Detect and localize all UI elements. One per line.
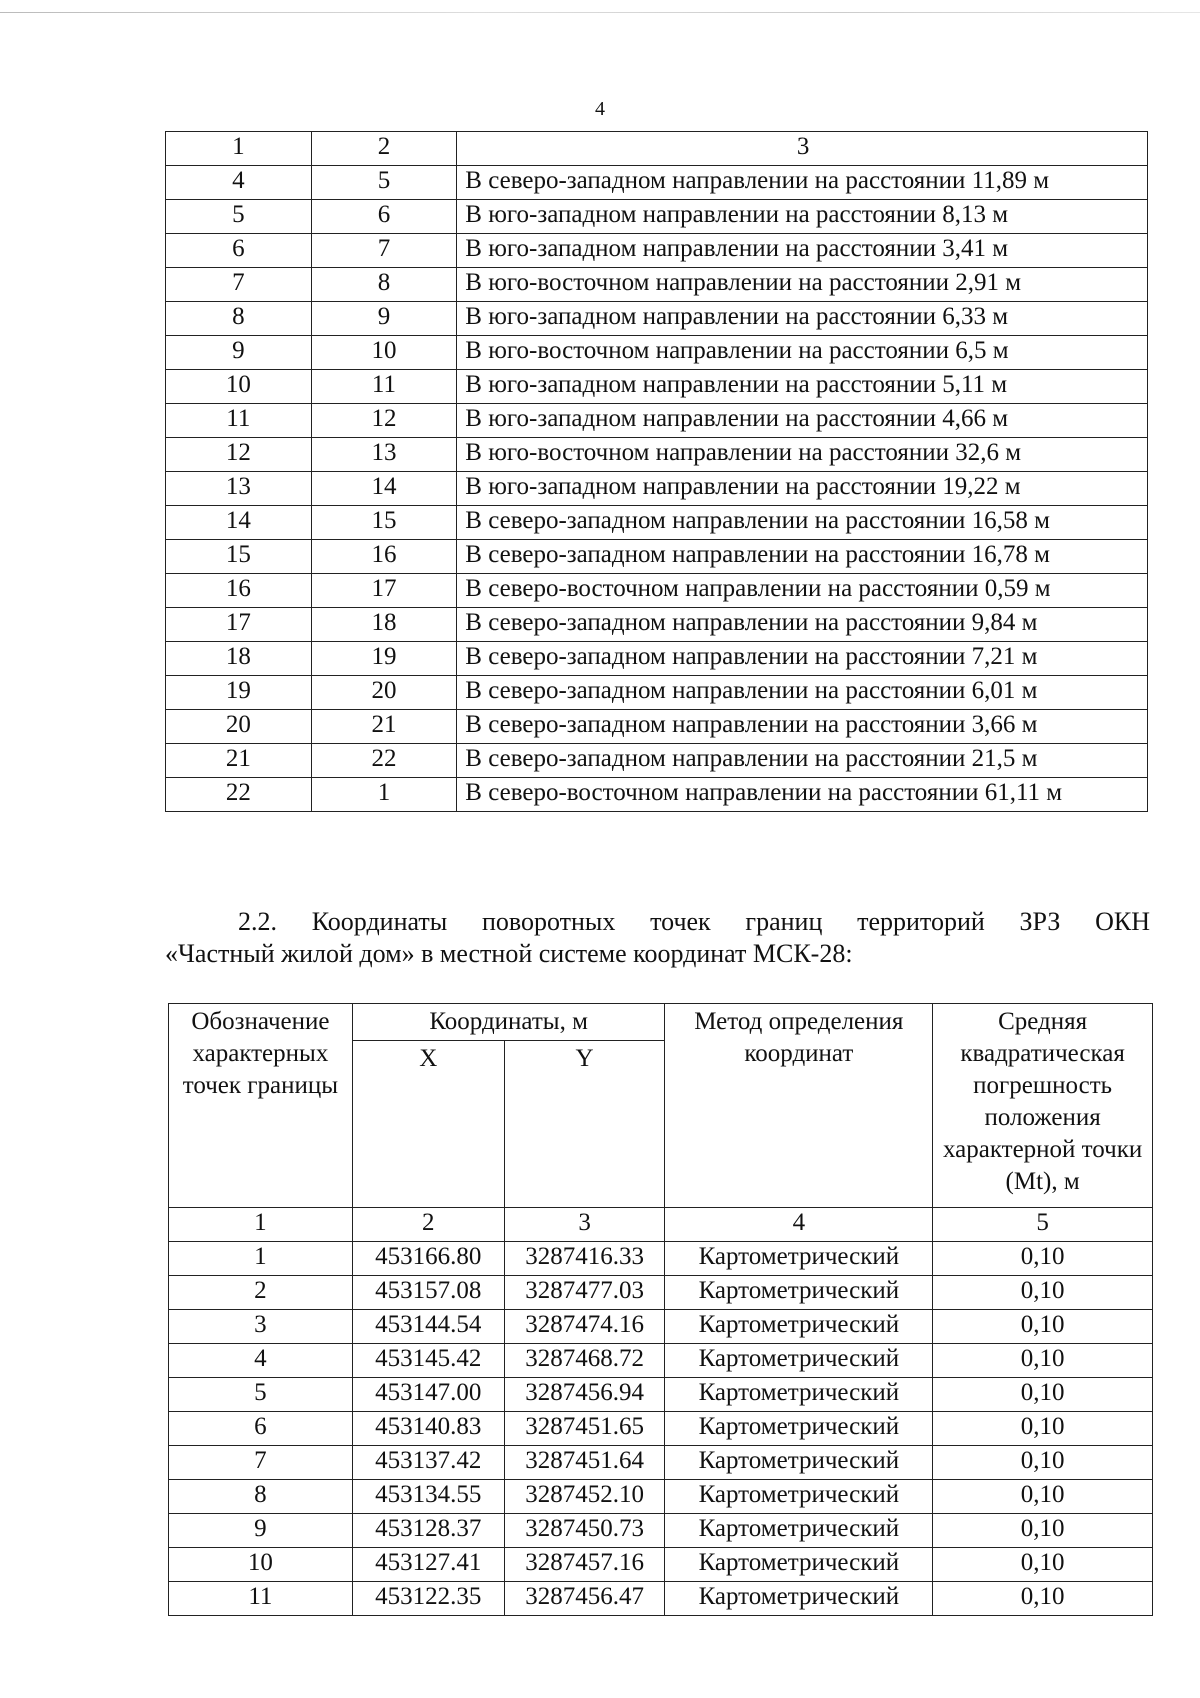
header-method: Метод определения координат (665, 1004, 933, 1208)
point-cell: 7 (169, 1446, 353, 1480)
y-coordinate-cell: 3287477.03 (504, 1276, 665, 1310)
table-row (166, 506, 1148, 540)
table-row (166, 234, 1148, 268)
table-row (169, 1446, 1153, 1480)
boundary-description-table (165, 131, 1148, 812)
table-header-row (169, 1004, 1153, 1041)
error-cell: 0,10 (933, 1378, 1153, 1412)
y-coordinate-cell: 3287468.72 (504, 1344, 665, 1378)
method-cell: Картометрический (665, 1446, 933, 1480)
segment-description-cell: В юго-западном направлении на расстоянии 3,41 м (457, 234, 1148, 268)
segment-to-cell: 19 (311, 642, 457, 676)
method-cell: Картометрический (665, 1344, 933, 1378)
segment-to-cell: 14 (311, 472, 457, 506)
error-cell: 0,10 (933, 1276, 1153, 1310)
error-cell: 0,10 (933, 1582, 1153, 1616)
table-row (166, 778, 1148, 812)
segment-from-cell: 17 (166, 608, 312, 642)
x-coordinate-cell: 453134.55 (352, 1480, 504, 1514)
column-number: 1 (169, 1208, 353, 1242)
header-y: Y (504, 1041, 665, 1208)
x-coordinate-cell: 453127.41 (352, 1548, 504, 1582)
point-cell: 11 (169, 1582, 353, 1616)
table-row (166, 166, 1148, 200)
column-number: 5 (933, 1208, 1153, 1242)
method-cell: Картометрический (665, 1480, 933, 1514)
segment-to-cell: 9 (311, 302, 457, 336)
error-cell: 0,10 (933, 1548, 1153, 1582)
segment-description-cell: В северо-западном направлении на расстоянии 6,01 м (457, 676, 1148, 710)
table-row (166, 370, 1148, 404)
method-cell: Картометрический (665, 1378, 933, 1412)
method-cell: Картометрический (665, 1242, 933, 1276)
segment-to-cell: 20 (311, 676, 457, 710)
segment-description-cell: В северо-восточном направлении на расстоянии 61,11 м (457, 778, 1148, 812)
segment-from-cell: 4 (166, 166, 312, 200)
table-row (169, 1480, 1153, 1514)
header-x: X (352, 1041, 504, 1208)
segment-description-cell: В северо-западном направлении на расстоянии 21,5 м (457, 744, 1148, 778)
table-row (166, 302, 1148, 336)
table-row (166, 676, 1148, 710)
segment-to-cell: 17 (311, 574, 457, 608)
point-cell: 2 (169, 1276, 353, 1310)
segment-description-cell: В северо-западном направлении на расстоянии 7,21 м (457, 642, 1148, 676)
method-cell: Картометрический (665, 1310, 933, 1344)
table-row (169, 1310, 1153, 1344)
segment-description-cell: В северо-западном направлении на расстоянии 11,89 м (457, 166, 1148, 200)
column-number-row (169, 1208, 1153, 1242)
x-coordinate-cell: 453122.35 (352, 1582, 504, 1616)
point-cell: 5 (169, 1378, 353, 1412)
header-point-designation: Обозначение характерных точек границы (169, 1004, 353, 1208)
segment-description-cell: В юго-восточном направлении на расстоянии 2,91 м (457, 268, 1148, 302)
table-row (169, 1514, 1153, 1548)
segment-from-cell: 16 (166, 574, 312, 608)
segment-description-cell: В юго-восточном направлении на расстоянии 6,5 м (457, 336, 1148, 370)
segment-to-cell: 22 (311, 744, 457, 778)
y-coordinate-cell: 3287450.73 (504, 1514, 665, 1548)
section-heading-line: «Частный жилой дом» в местной системе координат МСК-28: (165, 939, 853, 968)
method-cell: Картометрический (665, 1548, 933, 1582)
table-row (166, 574, 1148, 608)
method-cell: Картометрический (665, 1514, 933, 1548)
point-cell: 4 (169, 1344, 353, 1378)
column-number: 3 (504, 1208, 665, 1242)
header-cell: 2 (311, 132, 457, 166)
segment-from-cell: 14 (166, 506, 312, 540)
error-cell: 0,10 (933, 1344, 1153, 1378)
table-row (166, 336, 1148, 370)
x-coordinate-cell: 453137.42 (352, 1446, 504, 1480)
segment-description-cell: В северо-восточном направлении на расстоянии 0,59 м (457, 574, 1148, 608)
x-coordinate-cell: 453157.08 (352, 1276, 504, 1310)
segment-description-cell: В северо-западном направлении на расстоянии 9,84 м (457, 608, 1148, 642)
segment-from-cell: 10 (166, 370, 312, 404)
segment-from-cell: 6 (166, 234, 312, 268)
method-cell: Картометрический (665, 1582, 933, 1616)
segment-from-cell: 9 (166, 336, 312, 370)
y-coordinate-cell: 3287451.65 (504, 1412, 665, 1446)
y-coordinate-cell: 3287452.10 (504, 1480, 665, 1514)
error-cell: 0,10 (933, 1446, 1153, 1480)
error-cell: 0,10 (933, 1412, 1153, 1446)
segment-from-cell: 5 (166, 200, 312, 234)
y-coordinate-cell: 3287451.64 (504, 1446, 665, 1480)
table-row (169, 1344, 1153, 1378)
table-row (169, 1582, 1153, 1616)
segment-description-cell: В юго-западном направлении на расстоянии 6,33 м (457, 302, 1148, 336)
segment-to-cell: 15 (311, 506, 457, 540)
segment-description-cell: В северо-западном направлении на расстоянии 16,58 м (457, 506, 1148, 540)
segment-description-cell: В юго-западном направлении на расстоянии 19,22 м (457, 472, 1148, 506)
error-cell: 0,10 (933, 1242, 1153, 1276)
table-row (166, 268, 1148, 302)
method-cell: Картометрический (665, 1412, 933, 1446)
segment-to-cell: 13 (311, 438, 457, 472)
table-row (166, 200, 1148, 234)
segment-to-cell: 5 (311, 166, 457, 200)
table-row (166, 404, 1148, 438)
y-coordinate-cell: 3287474.16 (504, 1310, 665, 1344)
column-number: 4 (665, 1208, 933, 1242)
point-cell: 6 (169, 1412, 353, 1446)
segment-to-cell: 11 (311, 370, 457, 404)
point-cell: 3 (169, 1310, 353, 1344)
column-number: 2 (352, 1208, 504, 1242)
table-row (166, 472, 1148, 506)
segment-description-cell: В юго-западном направлении на расстоянии 5,11 м (457, 370, 1148, 404)
y-coordinate-cell: 3287457.16 (504, 1548, 665, 1582)
table-row (169, 1276, 1153, 1310)
segment-description-cell: В северо-западном направлении на расстоянии 16,78 м (457, 540, 1148, 574)
table-row (166, 540, 1148, 574)
y-coordinate-cell: 3287456.47 (504, 1582, 665, 1616)
segment-from-cell: 15 (166, 540, 312, 574)
segment-description-cell: В юго-западном направлении на расстоянии 4,66 м (457, 404, 1148, 438)
point-cell: 10 (169, 1548, 353, 1582)
error-cell: 0,10 (933, 1310, 1153, 1344)
segment-to-cell: 21 (311, 710, 457, 744)
point-cell: 8 (169, 1480, 353, 1514)
segment-description-cell: В юго-западном направлении на расстоянии 8,13 м (457, 200, 1148, 234)
header-cell: 3 (457, 132, 1148, 166)
table-row (169, 1412, 1153, 1446)
segment-to-cell: 1 (311, 778, 457, 812)
point-cell: 1 (169, 1242, 353, 1276)
table-row (166, 438, 1148, 472)
segment-from-cell: 7 (166, 268, 312, 302)
table-row (169, 1242, 1153, 1276)
segment-to-cell: 10 (311, 336, 457, 370)
coordinates-table (168, 1003, 1153, 1616)
header-error: Средняя квадратическая погрешность положения характерной точки (Mt), м (933, 1004, 1153, 1208)
segment-to-cell: 8 (311, 268, 457, 302)
table-row (166, 710, 1148, 744)
point-cell: 9 (169, 1514, 353, 1548)
segment-from-cell: 21 (166, 744, 312, 778)
error-cell: 0,10 (933, 1514, 1153, 1548)
segment-from-cell: 12 (166, 438, 312, 472)
x-coordinate-cell: 453147.00 (352, 1378, 504, 1412)
segment-from-cell: 20 (166, 710, 312, 744)
section-heading (165, 906, 1150, 970)
scan-edge-line (0, 12, 1200, 13)
method-cell: Картометрический (665, 1276, 933, 1310)
x-coordinate-cell: 453166.80 (352, 1242, 504, 1276)
segment-from-cell: 8 (166, 302, 312, 336)
segment-to-cell: 12 (311, 404, 457, 438)
table-row (169, 1548, 1153, 1582)
page-number: 4 (595, 98, 605, 120)
x-coordinate-cell: 453145.42 (352, 1344, 504, 1378)
segment-to-cell: 18 (311, 608, 457, 642)
x-coordinate-cell: 453144.54 (352, 1310, 504, 1344)
segment-to-cell: 7 (311, 234, 457, 268)
table-header-row (166, 132, 1148, 166)
section-heading-line: 2.2. Координаты поворотных точек границ территорий ЗРЗ ОКН (238, 907, 1150, 936)
segment-from-cell: 19 (166, 676, 312, 710)
segment-from-cell: 22 (166, 778, 312, 812)
segment-description-cell: В северо-западном направлении на расстоянии 3,66 м (457, 710, 1148, 744)
y-coordinate-cell: 3287416.33 (504, 1242, 665, 1276)
segment-from-cell: 18 (166, 642, 312, 676)
header-cell: 1 (166, 132, 312, 166)
y-coordinate-cell: 3287456.94 (504, 1378, 665, 1412)
segment-from-cell: 13 (166, 472, 312, 506)
segment-to-cell: 6 (311, 200, 457, 234)
error-cell: 0,10 (933, 1480, 1153, 1514)
x-coordinate-cell: 453140.83 (352, 1412, 504, 1446)
x-coordinate-cell: 453128.37 (352, 1514, 504, 1548)
header-coordinates: Координаты, м (352, 1004, 665, 1041)
segment-description-cell: В юго-восточном направлении на расстоянии 32,6 м (457, 438, 1148, 472)
table-row (166, 744, 1148, 778)
segment-to-cell: 16 (311, 540, 457, 574)
segment-from-cell: 11 (166, 404, 312, 438)
table-row (169, 1378, 1153, 1412)
table-row (166, 642, 1148, 676)
table-row (166, 608, 1148, 642)
